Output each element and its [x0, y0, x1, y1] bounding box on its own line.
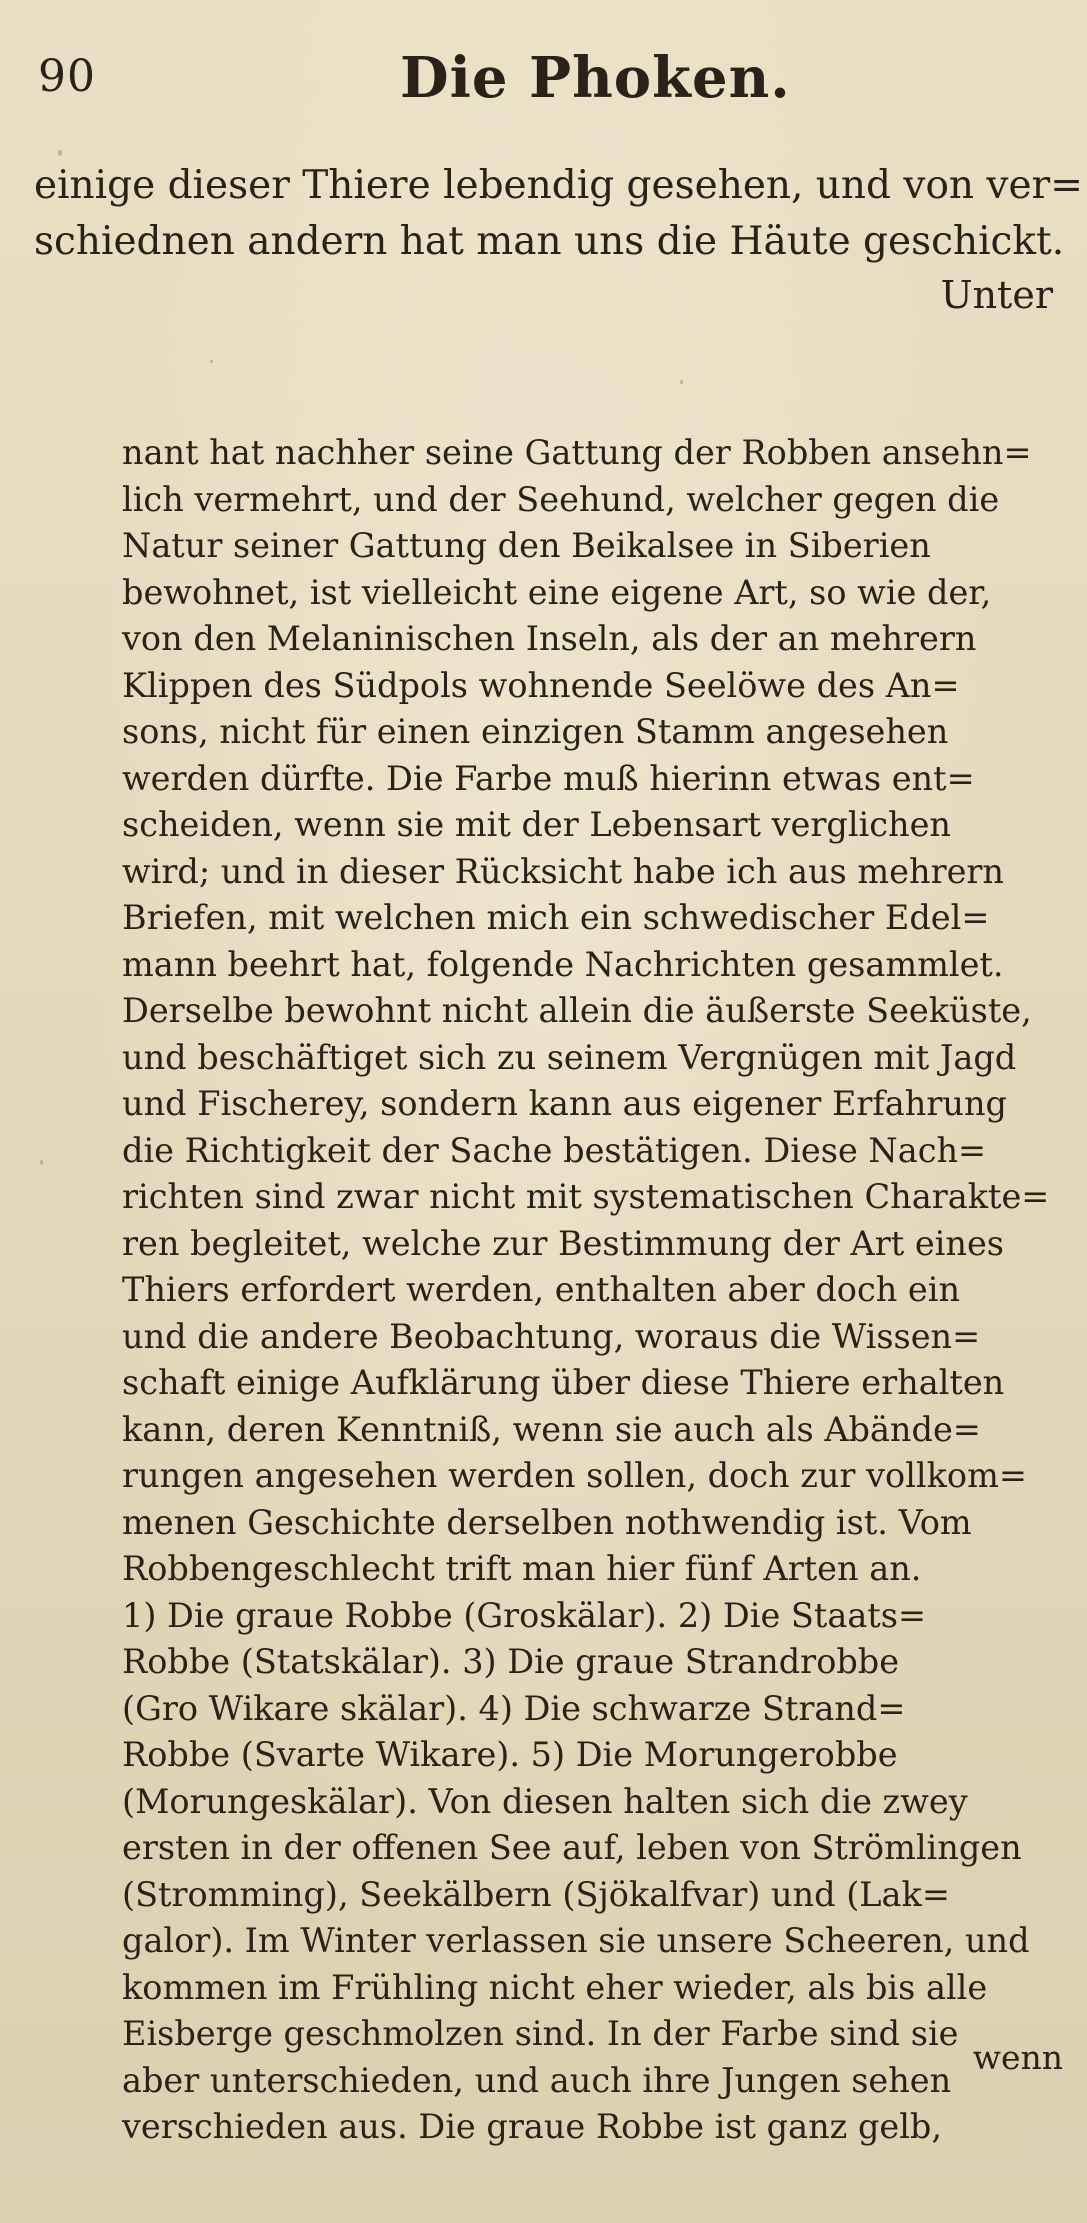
footnote-line: Robbengeschlecht trift man hier fünf Arten an. [122, 1549, 922, 1588]
footnote-line: kommen im Frühling nicht eher wieder, als bis alle [122, 1967, 988, 2007]
footnote-line: (Morungeskälar). Von diesen halten sich die zwey [122, 1781, 968, 1821]
paper-speck [680, 380, 683, 384]
footnote-line: und beschäftiget sich zu seinem Vergnügen mit Jagd [122, 1037, 1017, 1077]
footnote-line: 1) Die graue Robbe (Groskälar). 2) Die Staats= [122, 1595, 927, 1635]
page-header [28, 40, 1068, 120]
footnote-line: und Fischerey, sondern kann aus eigener Erfahrung [122, 1084, 1007, 1123]
footnote-line: nant hat nachher seine Gattung der Robben ansehn= [122, 433, 1032, 472]
footnote-line: und die andere Beobachtung, woraus die Wissen= [122, 1316, 981, 1356]
paper-speck [40, 1160, 43, 1165]
paper-speck [210, 360, 213, 363]
footnote-line: Natur seiner Gattung den Beikalsee in Siberien [122, 526, 931, 565]
footnote-line: richten sind zwar nicht mit systematischen Charakte= [122, 1177, 1050, 1216]
page-number: 90 [38, 51, 96, 102]
footnote-line: Briefen, mit welchen mich ein schwedischer Edel= [122, 898, 990, 937]
footnote-line: Thiers erfordert werden, enthalten aber doch ein [122, 1270, 961, 1309]
footnote-line: bewohnet, ist vielleicht eine eigene Art, so wie der, [122, 572, 992, 612]
body-line: einige dieser Thiere lebendig gesehen, und von ver= [34, 163, 1083, 208]
footnote-block [122, 430, 1062, 2151]
running-head: Die Phoken. [400, 45, 791, 111]
footnote-line: mann beehrt hat, folgende Nachrichten gesammlet. [122, 944, 1004, 984]
footnote-line: (Stromming), Seekälbern (Sjökalfvar) und (Lak= [122, 1874, 950, 1914]
footnote-line: sons, nicht für einen einzigen Stamm angesehen [122, 712, 949, 751]
footnote-line: galor). Im Winter verlassen sie unsere Scheeren, und [122, 1921, 1030, 1960]
footnote-line: Eisberge geschmolzen sind. In der Farbe sind sie [122, 2014, 959, 2053]
footnote-line: werden dürfte. Die Farbe muß hierinn etwas ent= [122, 758, 975, 798]
footnote-line: (Gro Wikare skälar). 4) Die schwarze Strand= [122, 1688, 906, 1728]
body-paragraph [34, 158, 1083, 270]
paper-speck [58, 150, 62, 156]
body-line: schiednen andern hat man uns die Häute geschickt. [34, 219, 1065, 264]
footnote-line: von den Melaninischen Inseln, als der an mehrern [122, 619, 977, 658]
paper-speck [350, 2120, 353, 2123]
footnote-line: lich vermehrt, und der Seehund, welcher gegen die [122, 479, 1000, 519]
footnote-line: wird; und in dieser Rücksicht habe ich aus mehrern [122, 851, 1004, 891]
footnote-line: die Richtigkeit der Sache bestätigen. Diese Nach= [122, 1130, 987, 1170]
footnote-line: kann, deren Kenntniß, wenn sie auch als Abände= [122, 1409, 981, 1449]
body-catchword: Unter [940, 273, 1053, 317]
footnote-line: verschieden aus. Die graue Robbe ist ganz gelb, [122, 2107, 943, 2146]
footnote-line: Klippen des Südpols wohnende Seelöwe des An= [122, 665, 960, 705]
footnote-catchword: wenn [972, 2038, 1063, 2077]
footnote-line: Robbe (Svarte Wikare). 5) Die Morungerobbe [122, 1735, 898, 1774]
footnote-line: schaft einige Aufklärung über diese Thiere erhalten [122, 1363, 1005, 1402]
footnote-line: aber unterschieden, und auch ihre Jungen sehen [122, 2060, 952, 2100]
footnote-line: rungen angesehen werden sollen, doch zur vollkom= [122, 1456, 1027, 1495]
footnote-line: scheiden, wenn sie mit der Lebensart verglichen [122, 805, 951, 844]
footnote-line: ren begleitet, welche zur Bestimmung der Art eines [122, 1223, 1004, 1263]
footnote-line: Derselbe bewohnt nicht allein die äußerste Seeküste, [122, 991, 1032, 1030]
footnote-line: Robbe (Statskälar). 3) Die graue Strandrobbe [122, 1642, 900, 1681]
footnote-line: ersten in der offenen See auf, leben von Strömlingen [122, 1828, 1022, 1867]
footnote-line: menen Geschichte derselben nothwendig ist. Vom [122, 1502, 972, 1542]
